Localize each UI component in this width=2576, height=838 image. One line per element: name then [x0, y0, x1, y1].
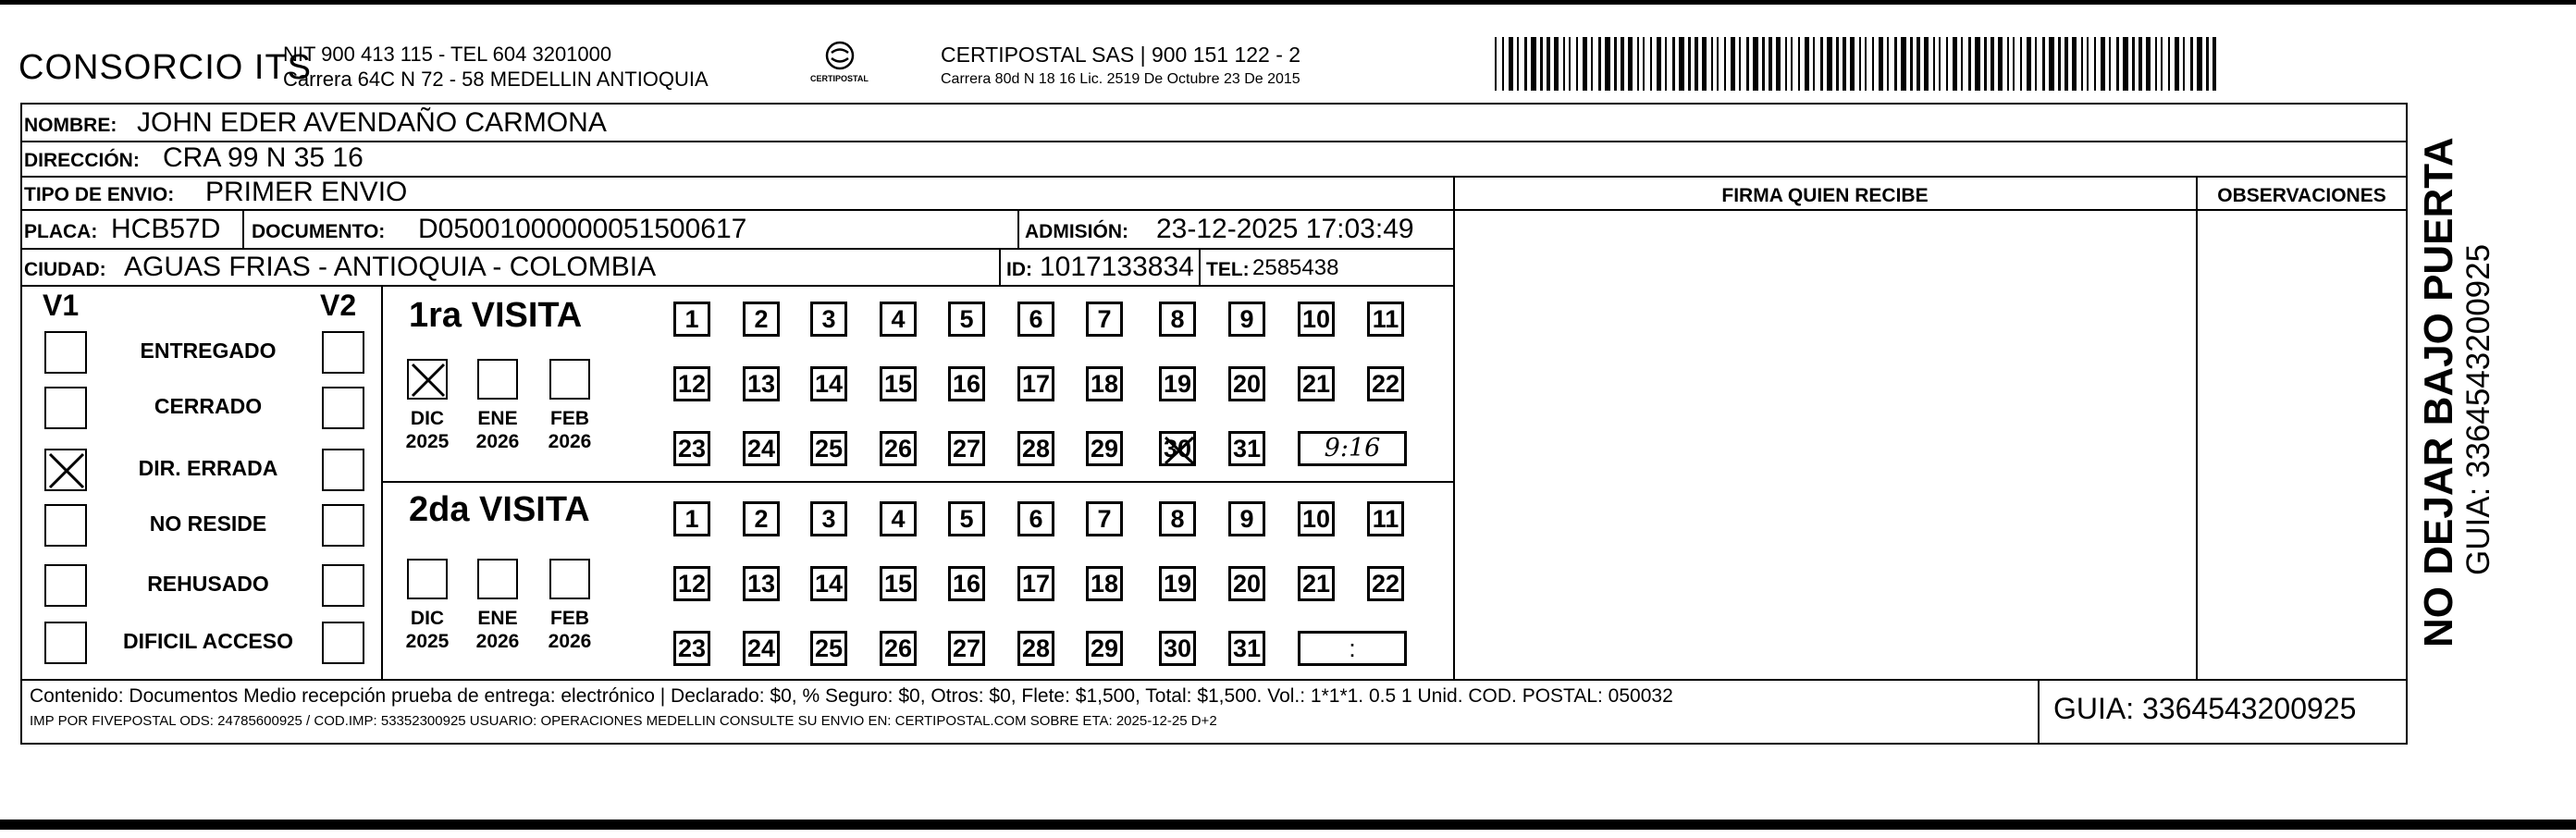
- day-box-1-24[interactable]: 24: [743, 431, 780, 466]
- day-box-1-1[interactable]: 1: [673, 302, 710, 337]
- month-checkbox-2-dic[interactable]: [407, 559, 448, 599]
- status-label-5: REHUSADO: [147, 572, 269, 596]
- company-name: CONSORCIO ITS: [18, 48, 313, 87]
- day-box-2-15[interactable]: 15: [880, 566, 917, 601]
- day-box-1-21[interactable]: 21: [1298, 366, 1335, 401]
- day-box-2-16[interactable]: 16: [948, 566, 985, 601]
- day-box-1-16[interactable]: 16: [948, 366, 985, 401]
- license-line: Carrera 80d N 18 16 Lic. 2519 De Octubre 23 De 2015: [941, 71, 1300, 87]
- side-warning: NO DEJAR BAJO PUERTA: [2416, 137, 2461, 647]
- direccion-label: DIRECCIÓN:: [24, 150, 140, 171]
- day-box-2-3[interactable]: 3: [810, 501, 847, 536]
- day-box-1-26[interactable]: 26: [880, 431, 917, 466]
- month-checkbox-2-feb[interactable]: [549, 559, 590, 599]
- tel-label: TEL:: [1206, 259, 1250, 280]
- day-box-2-31[interactable]: 31: [1228, 631, 1265, 666]
- day-box-2-1[interactable]: 1: [673, 501, 710, 536]
- admision-value: 23-12-2025 17:03:49: [1156, 214, 1414, 244]
- day-box-1-2[interactable]: 2: [743, 302, 780, 337]
- tipo-label: TIPO DE ENVIO:: [24, 184, 175, 205]
- day-box-1-14[interactable]: 14: [810, 366, 847, 401]
- day-box-1-8[interactable]: 8: [1159, 302, 1196, 337]
- day-box-1-6[interactable]: 6: [1017, 302, 1054, 337]
- day-box-2-29[interactable]: 29: [1086, 631, 1123, 666]
- month-checkbox-1-ene[interactable]: [477, 359, 518, 400]
- day-box-2-8[interactable]: 8: [1159, 501, 1196, 536]
- day-box-1-25[interactable]: 25: [810, 431, 847, 466]
- row-nombre: [22, 105, 2406, 142]
- day-box-1-29[interactable]: 29: [1086, 431, 1123, 466]
- observaciones-header: OBSERVACIONES: [2217, 185, 2386, 206]
- row-placa: [22, 211, 1453, 250]
- day-box-1-31[interactable]: 31: [1228, 431, 1265, 466]
- bottom-edge-band: [0, 820, 2576, 830]
- v2-checkbox-5[interactable]: [322, 564, 364, 607]
- id-label: ID:: [1006, 259, 1032, 280]
- tipo-value: PRIMER ENVIO: [205, 177, 408, 207]
- footer-guia-box: GUIA: 3364543200925: [2053, 692, 2357, 725]
- month-checkbox-2-ene[interactable]: [477, 559, 518, 599]
- ciudad-label: CIUDAD:: [24, 259, 106, 280]
- day-box-1-4[interactable]: 4: [880, 302, 917, 337]
- day-box-1-9[interactable]: 9: [1228, 302, 1265, 337]
- firma-header: FIRMA QUIEN RECIBE: [1721, 185, 1929, 206]
- ciudad-value: AGUAS FRIAS - ANTIOQUIA - COLOMBIA: [124, 252, 657, 282]
- month-label-1-ene: ENE 2026: [475, 408, 520, 452]
- day-box-1-28[interactable]: 28: [1017, 431, 1054, 466]
- month-label-2-dic: DIC 2025: [405, 608, 450, 652]
- row-ciudad: [22, 250, 1453, 287]
- day-box-2-20[interactable]: 20: [1228, 566, 1265, 601]
- day-box-2-4[interactable]: 4: [880, 501, 917, 536]
- address-line: Carrera 64C N 72 - 58 MEDELLIN ANTIOQUIA: [283, 68, 709, 91]
- status-label-3: DIR. ERRADA: [138, 456, 278, 480]
- footer-top-line: [22, 679, 2406, 681]
- day-box-2-5[interactable]: 5: [948, 501, 985, 536]
- day-box-2-23[interactable]: 23: [673, 631, 710, 666]
- day-box-2-10[interactable]: 10: [1298, 501, 1335, 536]
- time-box-2[interactable]: :: [1298, 631, 1407, 666]
- placa-value: HCB57D: [111, 214, 221, 244]
- nit-line: NIT 900 413 115 - TEL 604 3201000: [283, 43, 612, 66]
- day-box-2-11[interactable]: 11: [1367, 501, 1404, 536]
- v1-checkbox-3[interactable]: [44, 449, 87, 491]
- day-box-1-23[interactable]: 23: [673, 431, 710, 466]
- day-box-2-19[interactable]: 19: [1159, 566, 1196, 601]
- day-box-1-22[interactable]: 22: [1367, 366, 1404, 401]
- month-checkbox-1-feb[interactable]: [549, 359, 590, 400]
- v2-checkbox-3[interactable]: [322, 449, 364, 491]
- nombre-label: NOMBRE:: [24, 115, 117, 136]
- day-box-1-18[interactable]: 18: [1086, 366, 1123, 401]
- nombre-value: JOHN EDER AVENDAÑO CARMONA: [137, 107, 607, 138]
- status-label-4: NO RESIDE: [149, 511, 267, 536]
- side-guia: GUIA: 3364543200925: [2460, 243, 2496, 575]
- day-box-1-27[interactable]: 27: [948, 431, 985, 466]
- v1-checkbox-6[interactable]: [44, 622, 87, 664]
- day-box-2-25[interactable]: 25: [810, 631, 847, 666]
- day-box-2-2[interactable]: 2: [743, 501, 780, 536]
- day-box-2-28[interactable]: 28: [1017, 631, 1054, 666]
- day-box-1-12[interactable]: 12: [673, 366, 710, 401]
- month-checkbox-1-dic[interactable]: [407, 359, 448, 400]
- day-box-1-17[interactable]: 17: [1017, 366, 1054, 401]
- day-box-2-17[interactable]: 17: [1017, 566, 1054, 601]
- day-box-2-21[interactable]: 21: [1298, 566, 1335, 601]
- v2-checkbox-1[interactable]: [322, 331, 364, 374]
- day-box-2-27[interactable]: 27: [948, 631, 985, 666]
- day-box-2-7[interactable]: 7: [1086, 501, 1123, 536]
- day-box-1-20[interactable]: 20: [1228, 366, 1265, 401]
- v2-checkbox-2[interactable]: [322, 387, 364, 429]
- visit-split-line: [381, 481, 1453, 483]
- v1-checkbox-5[interactable]: [44, 564, 87, 607]
- documento-value: D05001000000051500617: [418, 214, 747, 244]
- day-box-1-15[interactable]: 15: [880, 366, 917, 401]
- id-value: 1017133834: [1040, 252, 1194, 282]
- footer-guia-divider: [2038, 679, 2040, 744]
- logo-caption: CERTIPOSTAL: [810, 74, 869, 83]
- v1-header: V1: [43, 289, 80, 322]
- admision-label: ADMISIÓN:: [1025, 221, 1128, 242]
- second-visit-title: 2da VISITA: [409, 490, 590, 529]
- top-edge-band: [0, 0, 2576, 5]
- observaciones-divider: [2196, 176, 2198, 679]
- row-direccion: [22, 141, 2406, 178]
- month-label-2-feb: FEB 2026: [548, 608, 592, 652]
- day-box-1-19[interactable]: 19: [1159, 366, 1196, 401]
- placa-label: PLACA:: [24, 221, 98, 242]
- day-box-2-22[interactable]: 22: [1367, 566, 1404, 601]
- day-box-2-9[interactable]: 9: [1228, 501, 1265, 536]
- direccion-value: CRA 99 N 35 16: [163, 142, 364, 173]
- month-label-1-feb: FEB 2026: [548, 408, 592, 452]
- status-label-2: CERRADO: [154, 394, 263, 418]
- status-label-1: ENTREGADO: [140, 339, 277, 363]
- barcode: [1491, 35, 2222, 92]
- status-label-6: DIFICIL ACCESO: [122, 629, 293, 653]
- day-box-2-12[interactable]: 12: [673, 566, 710, 601]
- time-box-1[interactable]: 9:16: [1298, 431, 1407, 466]
- day-box-2-30[interactable]: 30: [1159, 631, 1196, 666]
- day-box-1-13[interactable]: 13: [743, 366, 780, 401]
- footer-contenido: Contenido: Documentos Medio recepción prueba de entrega: electrónico | Declarado: $0, % Seguro: $0, Otros: $0, Flete: $1,500, Total: $1,500. Vol.: 1*1*1. 0.5 1 Unid. COD. POSTAL: 050032: [30, 685, 1673, 707]
- day-box-1-7[interactable]: 7: [1086, 302, 1123, 337]
- month-label-2-ene: ENE 2026: [475, 608, 520, 652]
- footer-imp: IMP POR FIVEPOSTAL ODS: 24785600925 / COD.IMP: 53352300925 USUARIO: OPERACIONES MEDELLIN CONSULTE SU ENVIO EN: CERTIPOSTAL.COM SOBRE ETA: 2025-12-25 D+2: [30, 713, 1217, 729]
- day-box-1-3[interactable]: 3: [810, 302, 847, 337]
- day-box-1-5[interactable]: 5: [948, 302, 985, 337]
- v2-checkbox-6[interactable]: [322, 622, 364, 664]
- day-box-1-30[interactable]: 30: [1159, 431, 1196, 466]
- v1-checkbox-1[interactable]: [44, 331, 87, 374]
- firma-left-divider: [1453, 176, 1455, 679]
- day-box-1-11[interactable]: 11: [1367, 302, 1404, 337]
- day-box-2-14[interactable]: 14: [810, 566, 847, 601]
- v2-header: V2: [320, 289, 357, 322]
- column-header-underline: [1453, 209, 2407, 211]
- day-box-2-18[interactable]: 18: [1086, 566, 1123, 601]
- v2-checkbox-4[interactable]: [322, 504, 364, 547]
- certipostal-line: CERTIPOSTAL SAS | 900 151 122 - 2: [941, 43, 1301, 67]
- month-label-1-dic: DIC 2025: [405, 408, 450, 452]
- day-box-1-10[interactable]: 10: [1298, 302, 1335, 337]
- day-box-2-6[interactable]: 6: [1017, 501, 1054, 536]
- v1-checkbox-4[interactable]: [44, 504, 87, 547]
- documento-label: DOCUMENTO:: [252, 221, 386, 242]
- day-box-2-26[interactable]: 26: [880, 631, 917, 666]
- day-box-2-24[interactable]: 24: [743, 631, 780, 666]
- day-box-2-13[interactable]: 13: [743, 566, 780, 601]
- tel-value: 2585438: [1252, 255, 1339, 280]
- first-visit-title: 1ra VISITA: [409, 296, 583, 335]
- v1-checkbox-2[interactable]: [44, 387, 87, 429]
